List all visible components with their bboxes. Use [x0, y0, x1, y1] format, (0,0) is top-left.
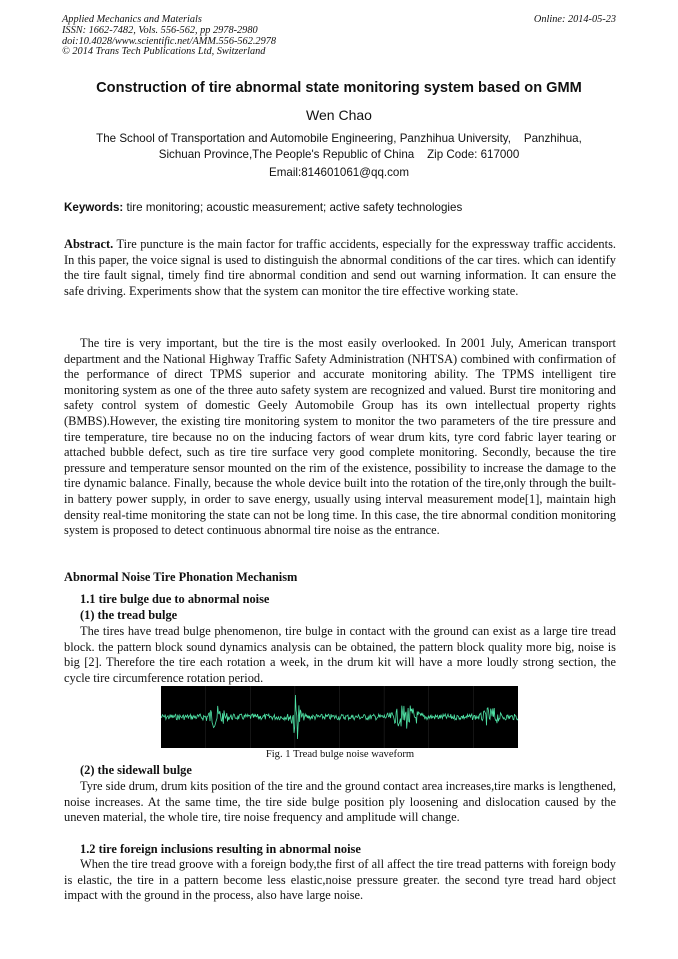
- figure-caption: Fig. 1 Tread bulge noise waveform: [265, 749, 415, 760]
- foreign-inclusions-paragraph: When the tire tread groove with a foreign body,the first of all affect the tire tread patterns with foreign body is elastic, the tire in a pattern become less elastic,noise pressure greater. the second tyre tread hard object impact with the ground in the process, also have large noise.: [64, 857, 616, 903]
- keywords-label: Keywords:: [64, 201, 124, 214]
- subsection-1-2-heading: 1.2 tire foreign inclusions resulting in abnormal noise: [80, 842, 361, 856]
- author-name: Wen Chao: [306, 107, 372, 123]
- copyright-line: © 2014 Trans Tech Publications Ltd, Switzerland: [62, 46, 266, 58]
- keywords: [64, 201, 616, 214]
- journal-header: [62, 15, 616, 58]
- affiliation-line-2: Sichuan Province,The People's Republic of China Zip Code: 617000: [158, 148, 520, 161]
- journal-name: Applied Mechanics and Materials: [62, 14, 202, 25]
- author-email: Email:814601061@qq.com: [268, 166, 410, 179]
- abstract-text: Tire puncture is the main factor for traffic accidents, especially for the expressway traffic accidents. In this paper, the voice signal is used to distinguish the abnormal conditions of the car tires. which can identify the tire fault signal, timely find tire abnormal condition and send out warning information. It can ensure the safe driving. Experiments show that the system can monitor the tire effective working state.: [64, 237, 616, 298]
- online-date: Online: 2014-05-23: [533, 14, 616, 25]
- abstract: [64, 237, 616, 299]
- keywords-text: tire monitoring; acoustic measurement; active safety technologies: [123, 201, 463, 214]
- doi-line: doi:10.4028/www.scientific.net/AMM.556-562.2978: [62, 35, 277, 47]
- tread-bulge-paragraph: The tires have tread bulge phenomenon, tire bulge in contact with the ground can exist as a large tire tread block. the pattern block sound dynamics analysis can be obtained, the pattern block quality more big, noise is big [2]. Therefore the tire each rotation a week, in the drum kit will have a more loudly strong section, the cycle tire circumference rotation period.: [64, 624, 616, 685]
- abstract-label: Abstract.: [64, 237, 114, 251]
- affiliation: [62, 131, 616, 163]
- tread-bulge-heading: (1) the tread bulge: [80, 608, 178, 622]
- waveform-plot: [161, 686, 518, 748]
- issn-line: ISSN: 1662-7482, Vols. 556-562, pp 2978-2980: [62, 24, 258, 36]
- sidewall-bulge-heading: (2) the sidewall bulge: [80, 763, 192, 777]
- introduction-paragraph: The tire is very important, but the tire is the most easily overlooked. In 2001 July, American transport department and the National Highway Traffic Safety Administration (NHTSA) combined with confirmation of the performance of direct TPMS superior and accurate monitoring ability. The TPMS intelligent tire monitoring system as one of the three auto safety system are recognized and valued. Burst tire monitoring and safety control system of domestic Geely Automobile Group has its own intellectual property rights (BMBS).However, the existing tire monitoring system to monitor the two parameters of the tire pressure and tire temperature, tire because no on the inducing factors of wear drum kits, tyre cord fabric layer tearing or attached bubble defect, such as tire tire surface very good complete monitoring. Secondly, because the tire pressure and temperature sensor mounted on the rim of the existence, possibility to increase the damage to the tire dynamic balance. Finally, because the whole device built into the rotation of the tire,only through the built-in battery power supply, in order to save energy, usually using interval measurement mode[1], maintain high density real-time monitoring the state can not be long time. In this case, the tire abnormal condition monitoring system is proposed to detect continuous abnormal tire noise as the entrance.: [64, 336, 616, 538]
- waveform-figure: [161, 686, 518, 748]
- paper-title: Construction of tire abnormal state monitoring system based on GMM: [96, 80, 582, 96]
- affiliation-line-1: The School of Transportation and Automobile Engineering, Panzhihua University, Panzhihua,: [96, 132, 582, 145]
- subsection-1-1-heading: 1.1 tire bulge due to abnormal noise: [80, 592, 270, 606]
- sidewall-bulge-paragraph: Tyre side drum, drum kits position of the tire and the ground contact area increases,tire marks is lengthened, noise increases. At the same time, the tire side bulge position ply loosening and dislocation caused by the uneven material, the whole tire, tire noise frequency and amplitude will change.: [64, 779, 616, 825]
- section-heading: Abnormal Noise Tire Phonation Mechanism: [64, 570, 298, 584]
